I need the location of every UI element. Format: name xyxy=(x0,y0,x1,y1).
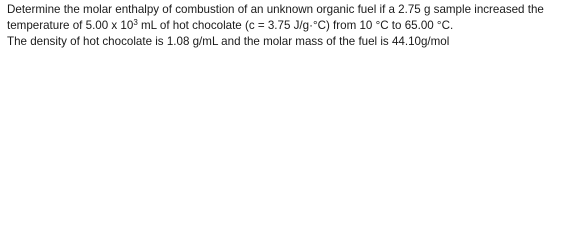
problem-line-2-end: mL of hot chocolate (c = 3.75 J/g·°C) from 10 °C to 65.00 °C. xyxy=(137,19,454,32)
problem-line-3: The density of hot chocolate is 1.08 g/mL and the molar mass of the fuel is 44.10g/mol xyxy=(7,35,450,48)
problem-text xyxy=(7,2,583,50)
problem-line-1: Determine the molar enthalpy of combustion of an unknown organic fuel if a 2.75 g sample increased the xyxy=(7,3,544,16)
problem-line-2-start: temperature of 5.00 x 10 xyxy=(7,19,134,32)
exponent: 3 xyxy=(133,18,138,27)
problem-line-2 xyxy=(7,18,583,34)
